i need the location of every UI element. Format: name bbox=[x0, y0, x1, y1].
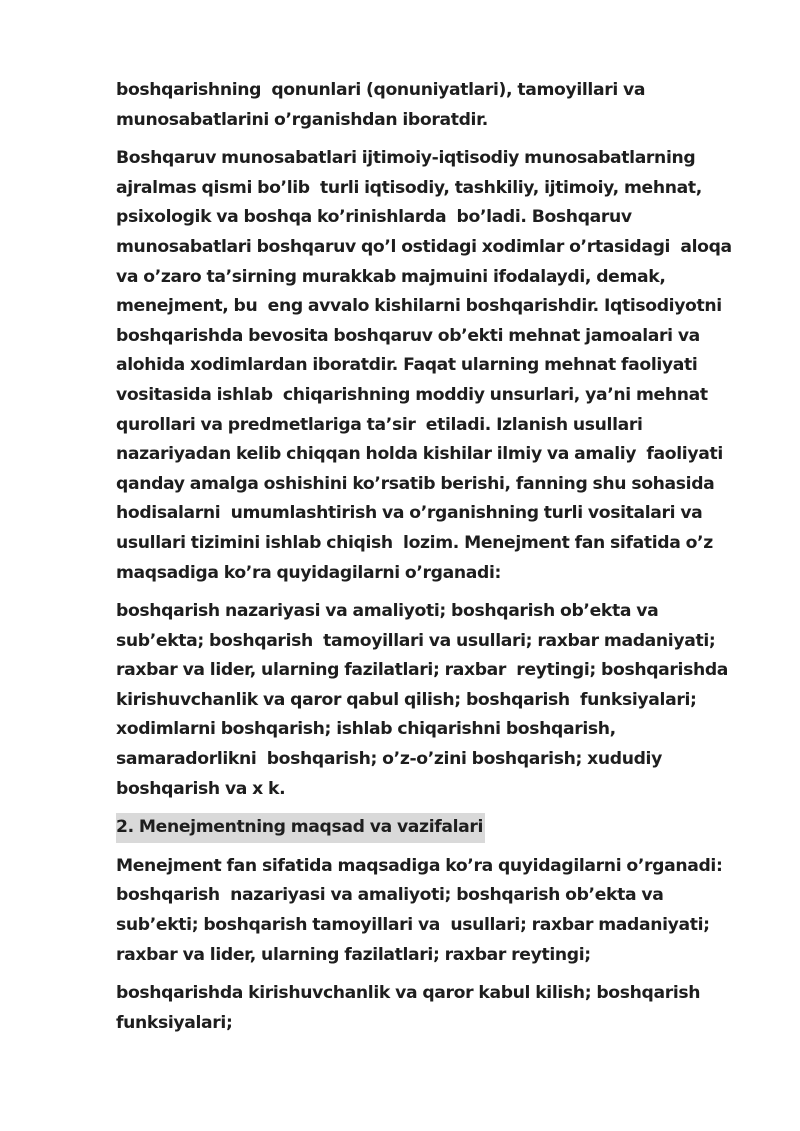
text-line: raxbar va lider, ularning fazilatlari; raxbar reytingi; boshqarishda bbox=[116, 660, 729, 681]
text-line: qanday amalga oshishini ko’rsatib berishi, fanning shu sohasida bbox=[116, 473, 715, 494]
text-line: boshqarishda bevosita boshqaruv ob’ekti mehnat jamoalari va bbox=[116, 325, 700, 346]
text-line: vositasida ishlab chiqarishning moddiy unsurlari, ya’ni mehnat bbox=[116, 384, 708, 405]
text-line: boshqarishning qonunlari (qonuniyatlari), tamoyillari va bbox=[116, 80, 646, 100]
text-line: boshqarishda kirishuvchanlik va qaror kabul kilish; boshqarish bbox=[116, 983, 701, 1004]
text-line: menejment, bu eng avvalo kishilarni boshqarishdir. Iqtisodiyotni bbox=[116, 296, 722, 317]
paragraph-goals bbox=[116, 852, 746, 970]
text-line: ajralmas qismi bo’lib turli iqtisodiy, tashkiliy, ijtimoiy, mehnat, bbox=[116, 177, 702, 198]
text-line: qurollari va predmetlariga ta’sir etiladi. Izlanish usullari bbox=[116, 414, 643, 435]
text-line: psixologik va boshqa ko’rinishlarda bo’ladi. Boshqaruv bbox=[116, 207, 632, 228]
paragraph-intro bbox=[116, 76, 746, 135]
paragraph-functions bbox=[116, 979, 746, 1038]
text-line: boshqarish nazariyasi va amaliyoti; boshqarish ob’ekta va bbox=[116, 885, 664, 906]
text-line: Menejment fan sifatida maqsadiga ko’ra quyidagilarni o’rganadi: bbox=[116, 855, 723, 876]
text-line: hodisalarni umumlashtirish va o’rganishning turli vositalari va bbox=[116, 503, 703, 524]
text-line: sub’ekta; boshqarish tamoyillari va usullari; raxbar madaniyati; bbox=[116, 630, 716, 651]
text-line: usullari tizimini ishlab chiqish lozim. Menejment fan sifatida o’z bbox=[116, 532, 713, 553]
text-line: funksiyalari; bbox=[116, 1012, 233, 1033]
text-line: maqsadiga ko’ra quyidagilarni o’rganadi: bbox=[116, 562, 502, 583]
text-line: nazariyadan kelib chiqqan holda kishilar ilmiy va amaliy faoliyati bbox=[116, 444, 723, 465]
text-line: raxbar va lider, ularning fazilatlari; raxbar reytingi; bbox=[116, 944, 591, 965]
text-line: Boshqaruv munosabatlari ijtimoiy-iqtisodiy munosabatlarning bbox=[116, 148, 696, 169]
paragraph-management-relations bbox=[116, 144, 746, 588]
text-line: boshqarish nazariyasi va amaliyoti; boshqarish ob’ekta va bbox=[116, 601, 659, 622]
text-line: munosabatlari boshqaruv qo’l ostidagi xodimlar o’rtasidagi aloqa bbox=[116, 236, 732, 257]
section-heading: 2. Menejmentning maqsad va vazifalari bbox=[116, 813, 485, 843]
text-line: xodimlarni boshqarish; ishlab chiqarishni boshqarish, bbox=[116, 719, 616, 740]
text-line: munosabatlarini o’rganishdan iboratdir. bbox=[116, 109, 488, 130]
text-line: va o’zaro ta’sirning murakkab majmuini ifodalaydi, demak, bbox=[116, 266, 666, 287]
section-heading-wrapper bbox=[116, 813, 746, 843]
paragraph-topics-list bbox=[116, 597, 746, 804]
text-line: kirishuvchanlik va qaror qabul qilish; boshqarish funksiyalari; bbox=[116, 689, 697, 710]
document-body bbox=[116, 76, 746, 1047]
text-line: sub’ekti; boshqarish tamoyillari va usullari; raxbar madaniyati; bbox=[116, 915, 710, 936]
text-line: boshqarish va x k. bbox=[116, 778, 286, 799]
text-line: alohida xodimlardan iboratdir. Faqat ularning mehnat faoliyati bbox=[116, 355, 698, 376]
text-line: samaradorlikni boshqarish; o’z-o’zini boshqarish; xududiy bbox=[116, 749, 662, 770]
